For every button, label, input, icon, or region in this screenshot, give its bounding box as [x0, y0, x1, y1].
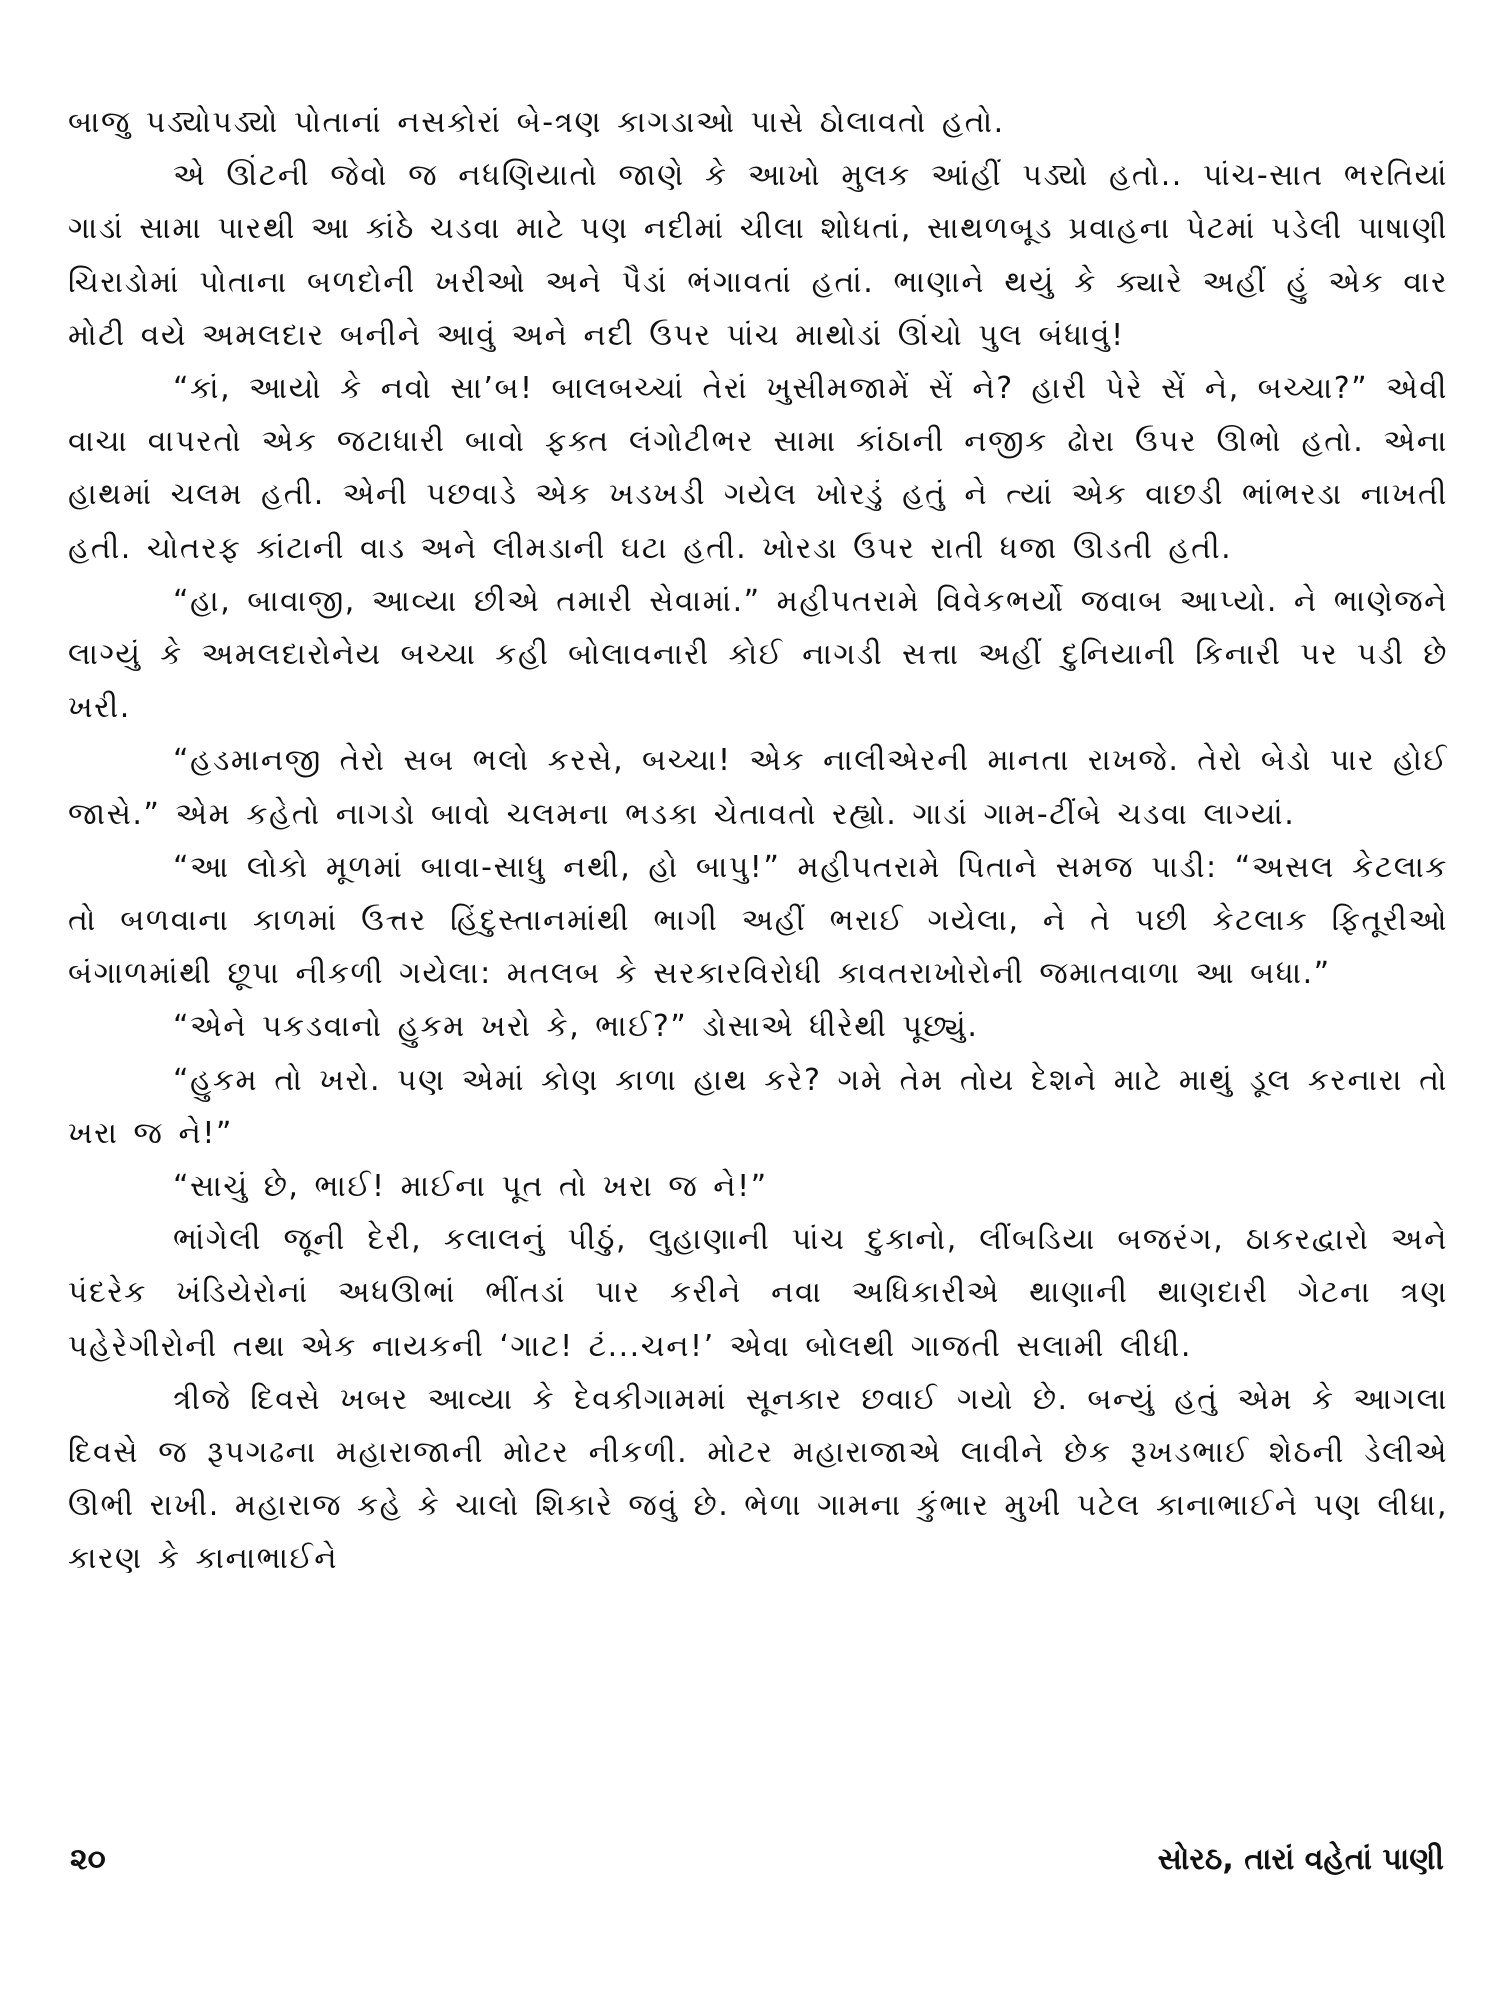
- paragraph-mahipatram-reply: “હા, બાવાજી, આવ્યા છીએ તમારી સેવામાં.” મહીપતરામે વિવેકભર્યો જવાબ આપ્યો. ને ભાણેજને લાગ્યું કે અમલદારોનેય બચ્ચા કહી બોલાવનારી કોઈ નાગડી સત્તા અહીં દુનિયાની કિનારી પર પડી છે ખરી.: [68, 583, 1448, 726]
- paragraph-third-day-news: ત્રીજે દિવસે ખબર આવ્યા કે દેવકીગામમાં સૂનકાર છવાઈ ગયો છે. બન્યું હતું એમ કે આગલા દિવસે જ રૂપગઢના મહારાજાની મોટર નીકળી. મોટર મહારાજાએ લાવીને છેક રૂખડભાઈ શેઠની ડેલીએ ઊભી રાખી. મહારાજ કહે કે ચાલો શિકારે જવું છે. ભેળા ગામના કુંભાર મુખી પટેલ કાનાભાઈને પણ લીધા, કારણ કે કાનાભાઈને: [68, 1381, 1448, 1577]
- page-number: ૨૦: [70, 1842, 106, 1877]
- paragraph-bavo-dialogue: “કાં, આયો કે નવો સા’બ! બાલબચ્ચાં તેરાં ખુસીમજામેં સેં ને? હારી પેરે સેં ને, બચ્ચા?” એવી વાચા વાપરતો એક જટાધારી બાવો ફક્ત લંગોટીભર સામા કાંઠાની નજીક ઢોરા ઉપર ઊભો હતો. એના હાથમાં ચલમ હતી. એની પછવાડે એક ખડખડી ગયેલ ખોરડું હતું ને ત્યાં એક વાછડી ભાંભરડા નાખતી હતી. ચોતરફ કાંટાની વાડ અને લીમડાની ઘટા હતી. ખોરડા ઉપર રાતી ધજા ઊડતી હતી.: [68, 371, 1448, 566]
- running-book-title: સોરઠ, તારાં વહેતાં પાણી: [1157, 1842, 1444, 1877]
- page-footer: [0, 1842, 1500, 1902]
- paragraph-arrest-answer: “હુકમ તો ખરો. પણ એમાં કોણ કાળા હાથ કરે? ગમે તેમ તોય દેશને માટે માથું ડૂલ કરનારા તો ખરા જ ને!”: [68, 1062, 1448, 1151]
- paragraph-bava-sadhu-explanation: “આ લોકો મૂળમાં બાવા-સાધુ નથી, હો બાપુ!” મહીપતરામે પિતાને સમજ પાડી: “અસલ કેટલાક તો બળવાના કાળમાં ઉત્તર હિંદુસ્તાનમાંથી ભાગી અહીં ભરાઈ ગયેલા, ને તે પછી કેટલાક ફિતૂરીઓ બંગાળમાંથી છૂપા નીકળી ગયેલા: મતલબ કે સરકારવિરોધી કાવતરાખોરોની જમાતવાળા આ બધા.”: [68, 849, 1448, 992]
- book-page: [68, 96, 1448, 1886]
- paragraph-salute-at-thana: ભાંગેલી જૂની દેરી, કલાલનું પીઠું, લુહાણાની પાંચ દુકાનો, લીંબડિયા બજરંગ, ઠાકરદ્વારો અને પંદરેક ખંડિયેરોનાં અધઊભાં ભીંતડાં પાર કરીને નવા અધિકારીએ થાણાની થાણદારી ગેટના ત્રણ પહેરેગીરોની તથા એક નાયકની ‘ગાટ! ટં...ચન!’ એવા બોલથી ગાજતી સલામી લીધી.: [68, 1222, 1448, 1364]
- paragraph-hadmanji-blessing: “હડમાનજી તેરો સબ ભલો કરસે, બચ્ચા! એક નાલીએરની માનતા રાખજે. તેરો બેડો પાર હોઈ જાસે.” એમ કહેતો નાગડો બાવો ચલમના ભડકા ચેતાવતો રહ્યો. ગાડાં ગામ-ટીંબે ચડવા લાગ્યાં.: [68, 743, 1448, 832]
- paragraph-nadhaniyato-mulak: એ ઊંટની જેવો જ નધણિયાતો જાણે કે આખો મુલક આંહીં પડ્યો હતો.. પાંચ-સાત ભરતિયાં ગાડાં સામા પારથી આ કાંઠે ચડવા માટે પણ નદીમાં ચીલા શોધતાં, સાથળબૂડ પ્રવાહના પેટમાં પડેલી પાષાણી ચિરાડોમાં પોતાના બળદોની ખરીઓ અને પૈડાં ભંગાવતાં હતાં. ભાણાને થયું કે ક્યારે અહીં હું એક વાર મોટી વયે અમલદાર બનીને આવું અને નદી ઉપર પાંચ માથોડાં ઊંચો પુલ બંધાવું!: [68, 158, 1448, 353]
- paragraph-arrest-question: “એને પકડવાનો હુકમ ખરો કે, ભાઈ?” ડોસાએ ધીરેથી પૂછ્યું.: [173, 1009, 979, 1045]
- paragraph-mai-na-poot: “સાચું છે, ભાઈ! માઈના પૂત તો ખરા જ ને!”: [173, 1169, 768, 1205]
- paragraph-continued-from-previous-page: બાજુ પડ્યોપડ્યો પોતાનાં નસકોરાં બે-ત્રણ કાગડાઓ પાસે ઠોલાવતો હતો.: [68, 105, 1005, 140]
- page-body-text: [68, 96, 1448, 1586]
